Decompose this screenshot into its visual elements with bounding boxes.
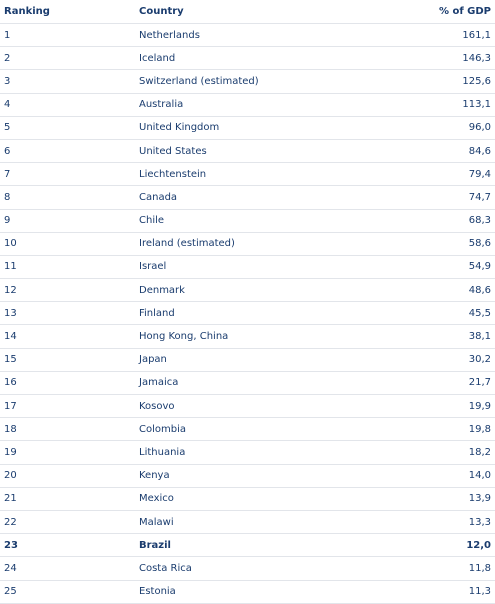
table-body	[0, 24, 495, 604]
country-cell: United States	[139, 145, 207, 157]
gdp-cell: 68,3	[468, 215, 491, 227]
rank-cell: 23	[4, 539, 18, 551]
table-row	[0, 256, 495, 279]
table-row	[0, 302, 495, 325]
table-row	[0, 70, 495, 93]
table-row	[0, 186, 495, 209]
country-cell: Kenya	[139, 470, 170, 482]
country-cell: Kosovo	[139, 400, 175, 412]
rank-cell: 3	[4, 75, 11, 87]
table-row	[0, 279, 495, 302]
gdp-cell: 125,6	[462, 75, 491, 87]
country-cell: Finland	[139, 307, 175, 319]
country-cell: Liechtenstein	[139, 168, 207, 180]
table-row	[0, 581, 495, 604]
gdp-cell: 113,1	[462, 99, 491, 111]
rank-cell: 9	[4, 215, 11, 227]
country-cell: Israel	[139, 261, 167, 273]
rank-cell: 16	[4, 377, 17, 389]
table-header	[0, 0, 495, 24]
country-cell: Netherlands	[139, 29, 200, 41]
country-column-header: Country	[139, 6, 184, 17]
country-cell: Chile	[139, 215, 165, 227]
rank-cell: 2	[4, 52, 11, 64]
table-row	[0, 233, 495, 256]
gdp-cell: 58,6	[468, 238, 491, 250]
table-row	[0, 372, 495, 395]
table-row	[0, 47, 495, 70]
country-cell: Australia	[139, 99, 184, 111]
country-cell: Jamaica	[139, 377, 179, 389]
country-cell: Estonia	[139, 586, 176, 598]
gdp-cell: 84,6	[468, 145, 491, 157]
rank-cell: 20	[4, 470, 17, 482]
gdp-cell: 12,0	[466, 539, 491, 551]
gdp-cell: 11,3	[468, 586, 491, 598]
gdp-column-header: % of GDP	[438, 6, 491, 17]
table-row	[0, 511, 495, 534]
table-row	[0, 441, 495, 464]
rank-cell: 18	[4, 423, 17, 435]
table-row	[0, 557, 495, 580]
gdp-cell: 13,3	[468, 516, 491, 528]
table-row	[0, 465, 495, 488]
rank-cell: 25	[4, 586, 17, 598]
table-row	[0, 210, 495, 233]
rank-cell: 24	[4, 562, 17, 574]
country-cell: Colombia	[139, 423, 186, 435]
table-row	[0, 163, 495, 186]
table-row	[0, 395, 495, 418]
gdp-cell: 18,2	[468, 446, 491, 458]
ranking-column-header: Ranking	[4, 6, 50, 17]
rank-cell: 17	[4, 400, 17, 412]
rank-cell: 12	[4, 284, 17, 296]
rank-cell: 22	[4, 516, 17, 528]
gdp-cell: 161,1	[462, 29, 491, 41]
rank-cell: 14	[4, 331, 17, 343]
country-cell: Malawi	[139, 516, 174, 528]
country-cell: Mexico	[139, 493, 174, 505]
gdp-cell: 38,1	[468, 331, 491, 343]
country-cell: Hong Kong, China	[139, 331, 229, 343]
table-row	[0, 140, 495, 163]
country-cell: Denmark	[139, 284, 185, 296]
table-row	[0, 24, 495, 47]
rank-cell: 11	[4, 261, 17, 273]
gdp-cell: 19,9	[468, 400, 491, 412]
table-row	[0, 117, 495, 140]
gdp-cell: 11,8	[468, 562, 491, 574]
rank-cell: 19	[4, 446, 17, 458]
table-row	[0, 349, 495, 372]
country-cell: Costa Rica	[139, 562, 192, 574]
rank-cell: 8	[4, 191, 11, 203]
rank-cell: 21	[4, 493, 17, 505]
gdp-cell: 79,4	[468, 168, 491, 180]
gdp-cell: 96,0	[468, 122, 491, 134]
table-row	[0, 534, 495, 557]
gdp-cell: 21,7	[468, 377, 491, 389]
table-row	[0, 325, 495, 348]
rank-cell: 4	[4, 99, 11, 111]
country-cell: Canada	[139, 191, 178, 203]
gdp-cell: 74,7	[468, 191, 491, 203]
table-row	[0, 94, 495, 117]
rank-cell: 10	[4, 238, 17, 250]
rank-cell: 6	[4, 145, 11, 157]
gdp-cell: 14,0	[468, 470, 491, 482]
country-cell: Lithuania	[139, 446, 186, 458]
country-cell: Brazil	[139, 539, 171, 551]
country-cell: United Kingdom	[139, 122, 220, 134]
gdp-cell: 45,5	[468, 307, 491, 319]
rank-cell: 13	[4, 307, 17, 319]
country-cell: Switzerland (estimated)	[139, 75, 259, 87]
gdp-cell: 54,9	[468, 261, 491, 273]
gdp-cell: 30,2	[468, 354, 491, 366]
gdp-cell: 13,9	[468, 493, 491, 505]
rank-cell: 5	[4, 122, 11, 134]
country-cell: Japan	[139, 354, 167, 366]
gdp-cell: 19,8	[468, 423, 491, 435]
country-cell: Iceland	[139, 52, 176, 64]
table-row	[0, 418, 495, 441]
table-row	[0, 488, 495, 511]
gdp-cell: 146,3	[462, 52, 491, 64]
rank-cell: 7	[4, 168, 11, 180]
gdp-cell: 48,6	[468, 284, 491, 296]
rank-cell: 1	[4, 29, 11, 41]
country-cell: Ireland (estimated)	[139, 238, 235, 250]
rank-cell: 15	[4, 354, 17, 366]
